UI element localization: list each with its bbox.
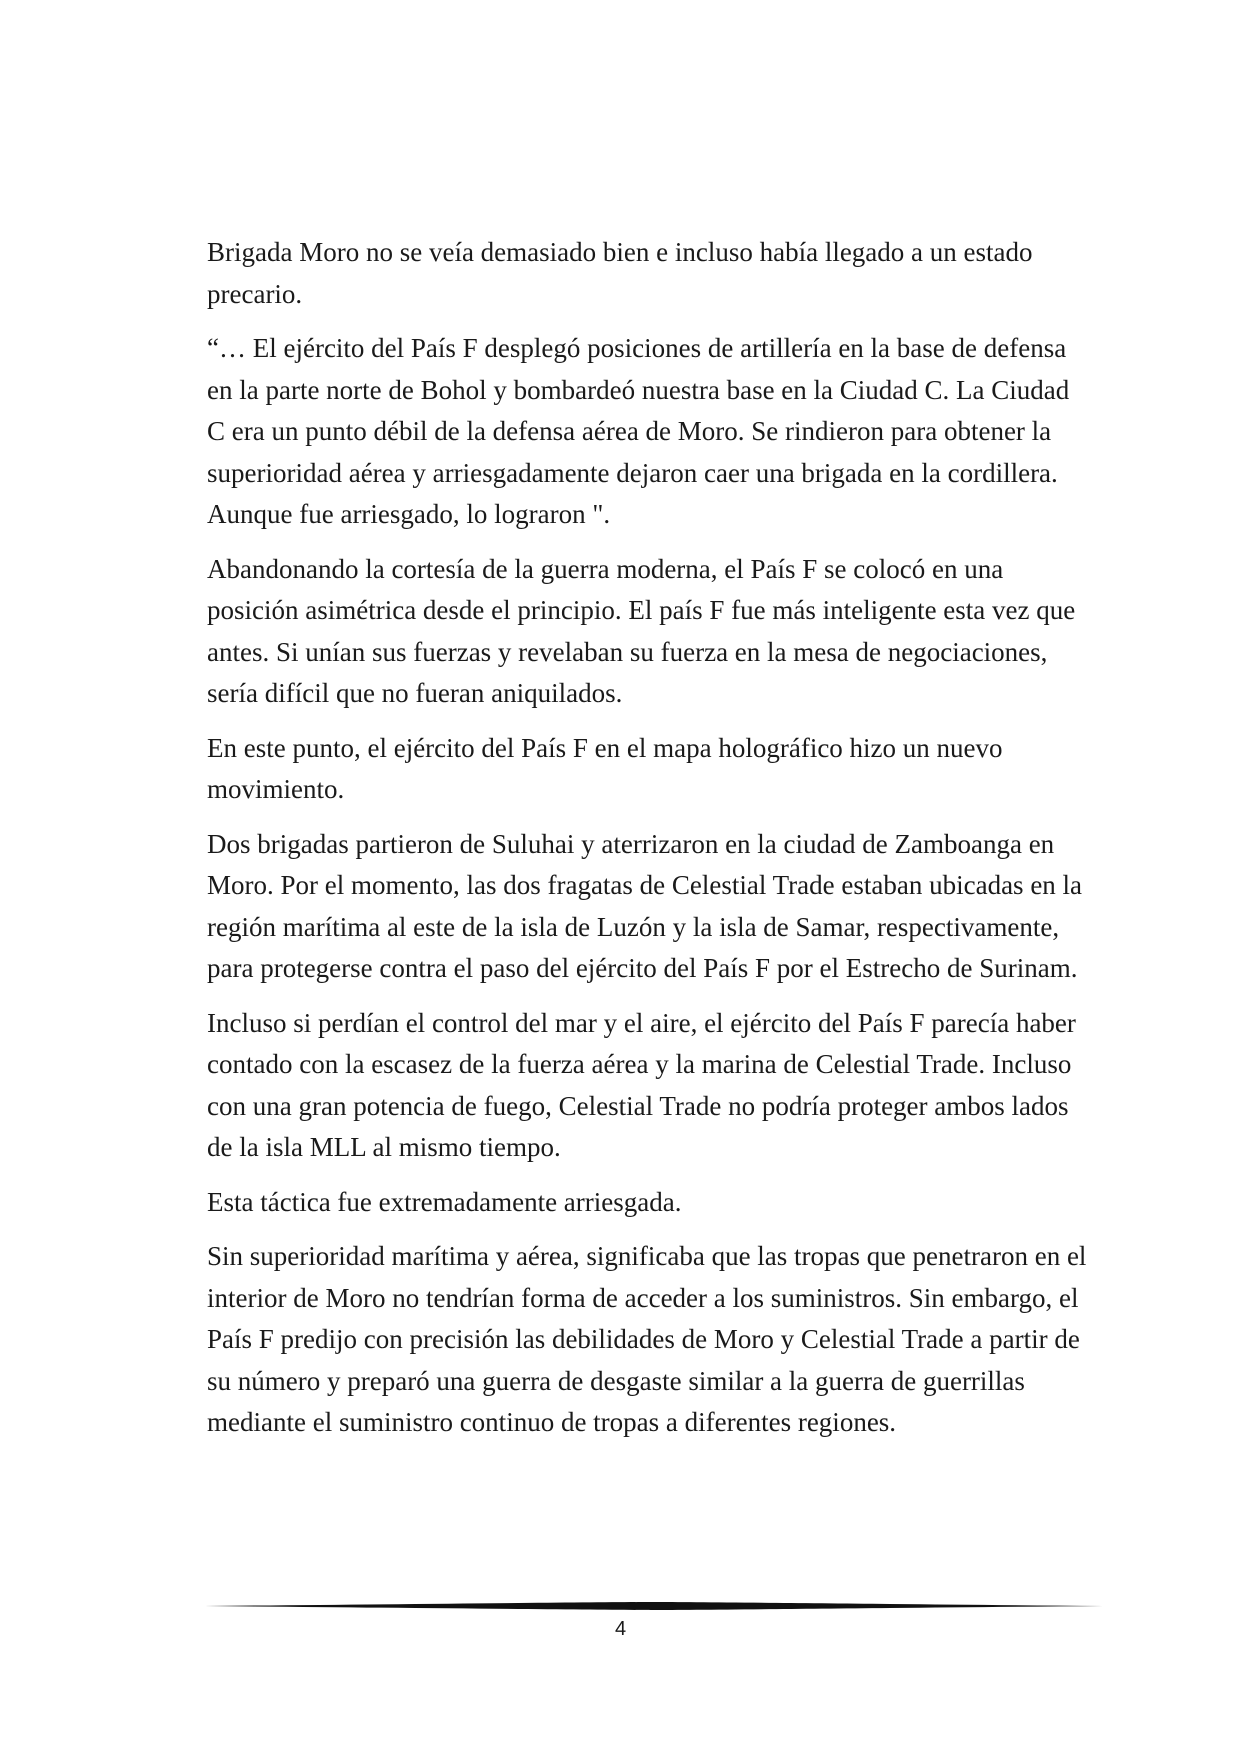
footer-divider [205, 1600, 1103, 1612]
paragraph-1: Brigada Moro no se veía demasiado bien e incluso había llegado a un estado precario. [207, 237, 1033, 309]
paragraph-3: Abandonando la cortesía de la guerra moderna, el País F se colocó en una posición asimétrica desde el principio. El país F fue más inteligente esta vez que antes. Si unían sus fuerzas y revelaban su fuerza en la mesa de negociaciones, sería difícil que no fueran aniquilados. [207, 553, 1076, 708]
paragraph-8: Sin superioridad marítima y aérea, significaba que las tropas que penetraron en el interior de Moro no tendrían forma de acceder a los suministros. Sin embargo, el País F predijo con precisión las debilidades de Moro y Celestial Trade a partir de su número y preparó una guerra de desgaste similar a la guerra de guerrillas mediante el suministro continuo de tropas a diferentes regiones. [207, 1241, 1087, 1437]
paragraph-4: En este punto, el ejército del País F en el mapa holográfico hizo un nuevo movimiento. [207, 732, 1003, 804]
paragraph-7: Esta táctica fue extremadamente arriesgada. [207, 1186, 682, 1217]
paragraph-5: Dos brigadas partieron de Suluhai y aterrizaron en la ciudad de Zamboanga en Moro. Por el momento, las dos fragatas de Celestial Trade estaban ubicadas en la región marítima al este de la isla de Luzón y la isla de Samar, respectivamente, para protegerse contra el paso del ejército del País F por el Estrecho de Surinam. [207, 828, 1083, 983]
body-text [207, 232, 1087, 1457]
page-number: 4 [614, 1618, 627, 1640]
paragraph-2: “… El ejército del País F desplegó posiciones de artillería en la base de defensa en la parte norte de Bohol y bombardeó nuestra base en la Ciudad C. La Ciudad C era un punto débil de la defensa aérea de Moro. Se rindieron para obtener la superioridad aérea y arriesgadamente dejaron caer una brigada en la cordillera. Aunque fue arriesgado, lo lograron ". [207, 333, 1070, 529]
paragraph-6: Incluso si perdían el control del mar y el aire, el ejército del País F parecía haber contado con la escasez de la fuerza aérea y la marina de Celestial Trade. Incluso con una gran potencia de fuego, Celestial Trade no podría proteger ambos lados de la isla MLL al mismo tiempo. [207, 1007, 1076, 1162]
